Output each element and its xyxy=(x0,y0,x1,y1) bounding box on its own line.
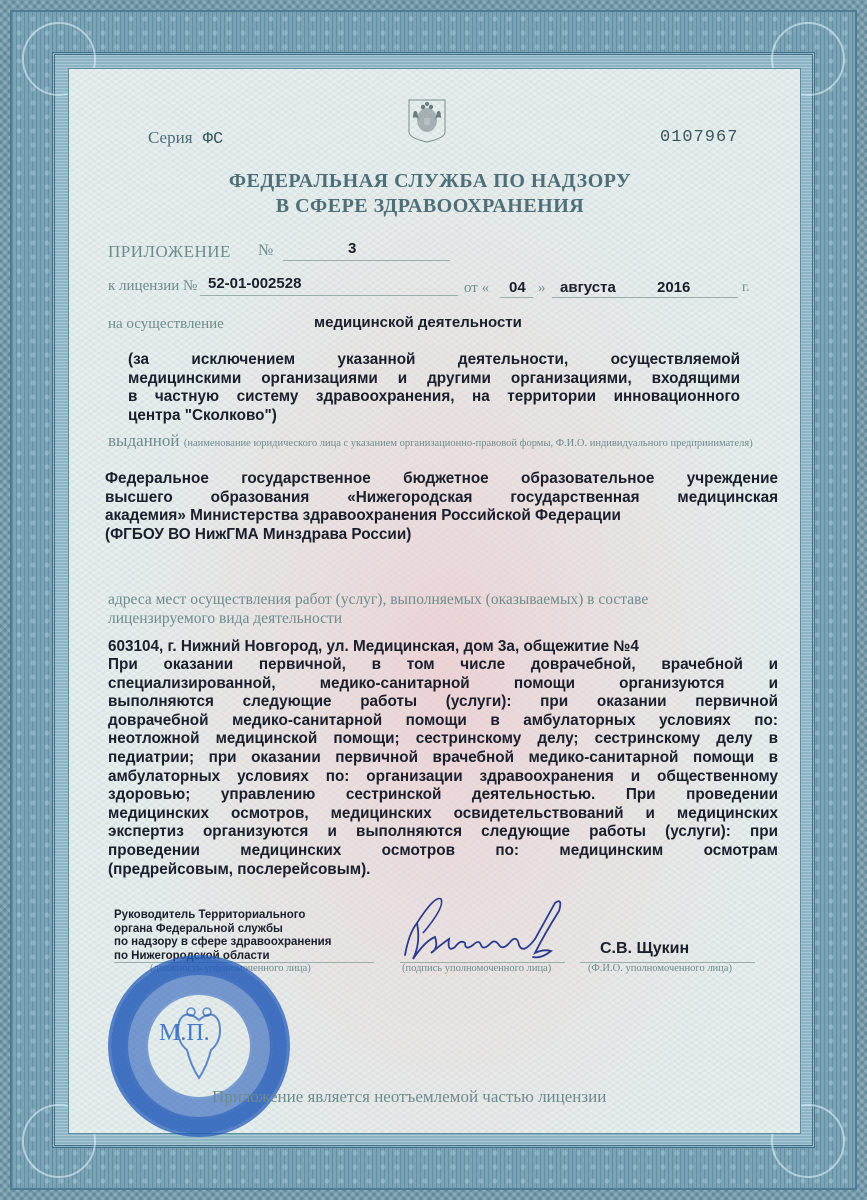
addresses-label xyxy=(108,590,788,628)
license-label: к лицензии № xyxy=(108,278,198,294)
service-line: (предрейсовым, послерейсовым). xyxy=(108,860,371,878)
service-line: амбулаторных условиях по: организации здравоохранения и общественному xyxy=(108,767,778,785)
appendix-number-sign: № xyxy=(258,242,274,259)
service-line: выполняются следующие работы (услуги): при оказании первичной xyxy=(108,693,778,711)
footer-note: Приложение является неотъемлемой частью лицензии xyxy=(212,1087,607,1106)
handwritten-signature xyxy=(395,893,595,968)
exclusion-line: медицинскими организациями и другими организациями, входящими xyxy=(128,369,740,387)
series-code: ФС xyxy=(202,130,224,149)
quote-close: » xyxy=(538,280,546,296)
series-field xyxy=(148,128,223,149)
activity-exclusion xyxy=(128,351,740,425)
license-month-year-field xyxy=(552,277,738,298)
official-seal xyxy=(108,955,290,1137)
appendix-label: ПРИЛОЖЕНИЕ xyxy=(108,242,231,261)
year-suffix: г. xyxy=(742,280,750,295)
service-line: специализированной, медико-санитарной помощи организуются и xyxy=(108,674,778,692)
service-line: неотложной медицинской помощи; сестринскому делу; сестринскому делу в xyxy=(108,730,778,748)
site-address: 603104, г. Нижний Новгород, ул. Медицинская, дом 3а, общежитие №4 xyxy=(108,638,639,655)
form-number: 0107967 xyxy=(660,128,739,147)
series-label: Серия xyxy=(148,128,193,147)
issuer-title-line2: В СФЕРЕ ЗДРАВООХРАНЕНИЯ xyxy=(275,195,585,217)
service-line: экспертиз организуются и выполняются следующие работы (услуги): при xyxy=(108,823,778,841)
position-line: по Нижегородской области xyxy=(114,949,270,962)
service-line: здоровью; управлению сестринской деятельностью. При проведении xyxy=(108,786,778,804)
org-line: академия» Министерства здравоохранения Российской Федерации xyxy=(105,507,621,525)
license-day: 04 xyxy=(509,279,526,296)
license-number-field xyxy=(200,275,458,296)
appendix-number-field xyxy=(283,240,450,261)
position-caption: (должность уполномоченного лица) xyxy=(150,963,311,974)
service-line: медицинских осмотров, медицинских освидетельствований и медицинских xyxy=(108,804,778,822)
service-line: проведении медицинских осмотров по: медицинским осмотрам xyxy=(108,841,778,859)
position-line: органа Федеральной службы xyxy=(114,922,283,935)
issuer-title-line1: ФЕДЕРАЛЬНАЯ СЛУЖБА ПО НАДЗОРУ xyxy=(228,170,632,192)
activity-value: медицинской деятельности xyxy=(314,314,522,331)
russian-coat-of-arms-icon xyxy=(407,98,447,144)
name-caption: (Ф.И.О. уполномоченного лица) xyxy=(588,963,732,974)
signatory-name: С.В. Щукин xyxy=(600,940,690,957)
signatory-position xyxy=(114,909,331,963)
service-line: педиатрии; при оказании первичной врачебной медико-санитарной помощи в xyxy=(108,748,778,766)
service-line: При оказании первичной, в том числе доврачебной, врачебной и xyxy=(108,656,778,673)
license-year: 2016 xyxy=(657,279,691,296)
license-number: 52-01-002528 xyxy=(208,275,302,292)
addresses-label-line: адреса мест осуществления работ (услуг), выполняемых (оказываемых) в составе xyxy=(108,591,649,608)
exclusion-line: центра "Сколково") xyxy=(128,406,277,424)
seal-center-text: М.П. xyxy=(159,1020,210,1046)
org-line: Федеральное государственное бюджетное образовательное учреждение xyxy=(105,470,778,487)
position-line: Руководитель Территориального xyxy=(114,909,306,921)
services-description xyxy=(108,656,778,879)
license-month: августа xyxy=(560,279,616,296)
exclusion-line: в частную систему здравоохранения, на территории инновационного xyxy=(128,388,740,406)
issued-to-hint: (наименование юридического лица с указанием организационно-правовой формы, Ф.И.О. индивидуального предпринимателя) xyxy=(183,438,753,449)
service-line: доврачебной медико-санитарной помощи в амбулаторных условиях по: xyxy=(108,711,778,729)
license-date-from-label: от « xyxy=(464,280,490,296)
position-line: по надзору в сфере здравоохранения xyxy=(114,936,332,948)
issued-to-label-block xyxy=(108,432,788,452)
organization-name xyxy=(105,470,778,544)
org-line: (ФГБОУ ВО НижГМА Минздрава России) xyxy=(105,525,412,543)
org-line: высшего образования «Нижегородская государственная медицинская xyxy=(105,488,778,506)
exclusion-line: (за исключением указанной деятельности, осуществляемой xyxy=(128,351,740,368)
addresses-label-line: лицензируемого вида деятельности xyxy=(108,610,343,627)
issued-to-label: выданной xyxy=(108,431,180,450)
signature-caption: (подпись уполномоченного лица) xyxy=(402,963,552,974)
activity-label: на осуществление xyxy=(108,316,224,332)
license-day-field xyxy=(500,277,533,298)
appendix-number: 3 xyxy=(348,240,357,257)
